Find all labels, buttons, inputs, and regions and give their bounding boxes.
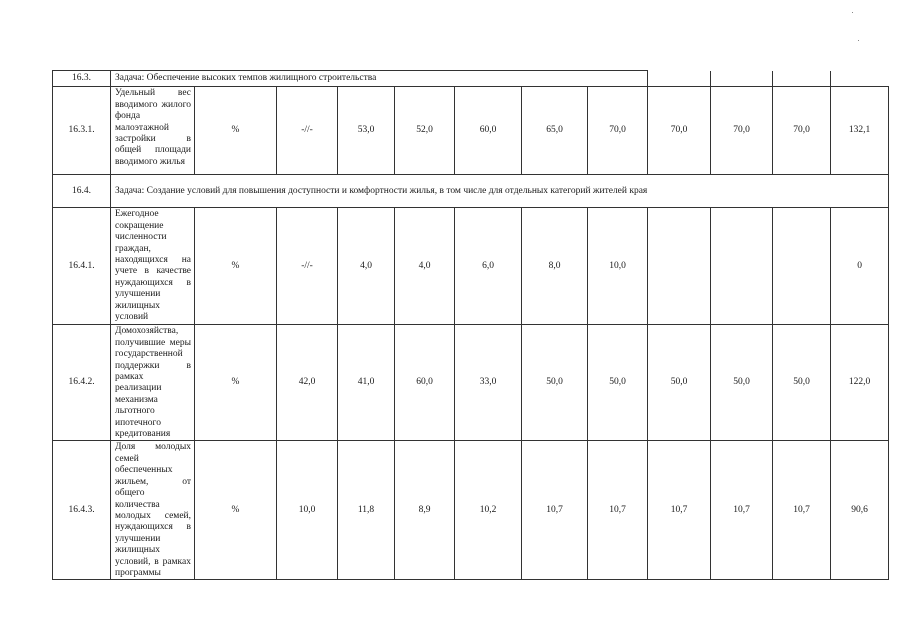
- indicator-name: Ежегодное сокращение численности граждан, находящихся на учете в качестве нуждающихся в улучшении жилищных условий: [111, 208, 195, 325]
- value-cell: 10,7: [648, 441, 711, 580]
- value-cell: 50,0: [588, 325, 648, 441]
- indicators-table: [52, 70, 889, 580]
- blank-cell: [648, 71, 711, 87]
- row-code: 16.4.2.: [53, 325, 111, 441]
- table-row: [53, 441, 889, 580]
- blank-cell: [711, 71, 773, 87]
- table-row: [53, 87, 889, 175]
- indicator-name: Доля молодых семей обеспеченных жильем, от общего количества молодых семей, нуждающихся в улучшении жилищных условий, в рамках программы: [111, 441, 195, 580]
- value-cell: 65,0: [522, 87, 588, 175]
- value-cell: 8,9: [395, 441, 455, 580]
- value-cell: 10,0: [277, 441, 338, 580]
- scan-speck: [852, 12, 853, 13]
- value-cell: 60,0: [455, 87, 522, 175]
- value-cell: 10,7: [773, 441, 831, 580]
- unit-cell: %: [195, 87, 277, 175]
- value-cell: [711, 208, 773, 325]
- section-task: Задача: Обеспечение высоких темпов жилищного строительства: [111, 71, 648, 87]
- value-cell: 6,0: [455, 208, 522, 325]
- value-cell: 42,0: [277, 325, 338, 441]
- value-cell: [648, 208, 711, 325]
- section-task: Задача: Создание условий для повышения доступности и комфортности жилья, в том числе для отдельных категорий жителей края: [111, 175, 889, 208]
- table-row: [53, 325, 889, 441]
- value-cell: -//-: [277, 87, 338, 175]
- value-cell: 70,0: [711, 87, 773, 175]
- value-cell: 50,0: [711, 325, 773, 441]
- value-cell: 10,2: [455, 441, 522, 580]
- indicator-name: Домохозяйства, получившие меры государственной поддержки в рамках реализации механизма льготного ипотечного кредитования: [111, 325, 195, 441]
- value-cell: 132,1: [831, 87, 889, 175]
- row-code: 16.4.3.: [53, 441, 111, 580]
- value-cell: 70,0: [588, 87, 648, 175]
- scan-speck: [858, 40, 859, 41]
- value-cell: -//-: [277, 208, 338, 325]
- table-row: [53, 208, 889, 325]
- section-code: 16.3.: [53, 71, 111, 87]
- row-code: 16.4.1.: [53, 208, 111, 325]
- value-cell: 41,0: [338, 325, 395, 441]
- value-cell: 50,0: [773, 325, 831, 441]
- value-cell: 90,6: [831, 441, 889, 580]
- value-cell: 10,7: [588, 441, 648, 580]
- value-cell: 122,0: [831, 325, 889, 441]
- section-row: [53, 71, 889, 87]
- blank-cell: [773, 71, 831, 87]
- value-cell: 11,8: [338, 441, 395, 580]
- value-cell: 10,7: [711, 441, 773, 580]
- section-code: 16.4.: [53, 175, 111, 208]
- unit-cell: %: [195, 208, 277, 325]
- value-cell: 50,0: [648, 325, 711, 441]
- row-code: 16.3.1.: [53, 87, 111, 175]
- blank-cell: [831, 71, 889, 87]
- value-cell: 52,0: [395, 87, 455, 175]
- value-cell: 70,0: [648, 87, 711, 175]
- value-cell: 10,0: [588, 208, 648, 325]
- value-cell: 60,0: [395, 325, 455, 441]
- unit-cell: %: [195, 441, 277, 580]
- value-cell: 33,0: [455, 325, 522, 441]
- value-cell: 4,0: [338, 208, 395, 325]
- value-cell: 70,0: [773, 87, 831, 175]
- value-cell: 4,0: [395, 208, 455, 325]
- value-cell: 0: [831, 208, 889, 325]
- value-cell: 8,0: [522, 208, 588, 325]
- value-cell: 50,0: [522, 325, 588, 441]
- indicator-name: Удельный вес вводимого жилого фонда малоэтажной застройки в общей площади вводимого жилья: [111, 87, 195, 175]
- section-row: [53, 175, 889, 208]
- value-cell: [773, 208, 831, 325]
- value-cell: 53,0: [338, 87, 395, 175]
- unit-cell: %: [195, 325, 277, 441]
- value-cell: 10,7: [522, 441, 588, 580]
